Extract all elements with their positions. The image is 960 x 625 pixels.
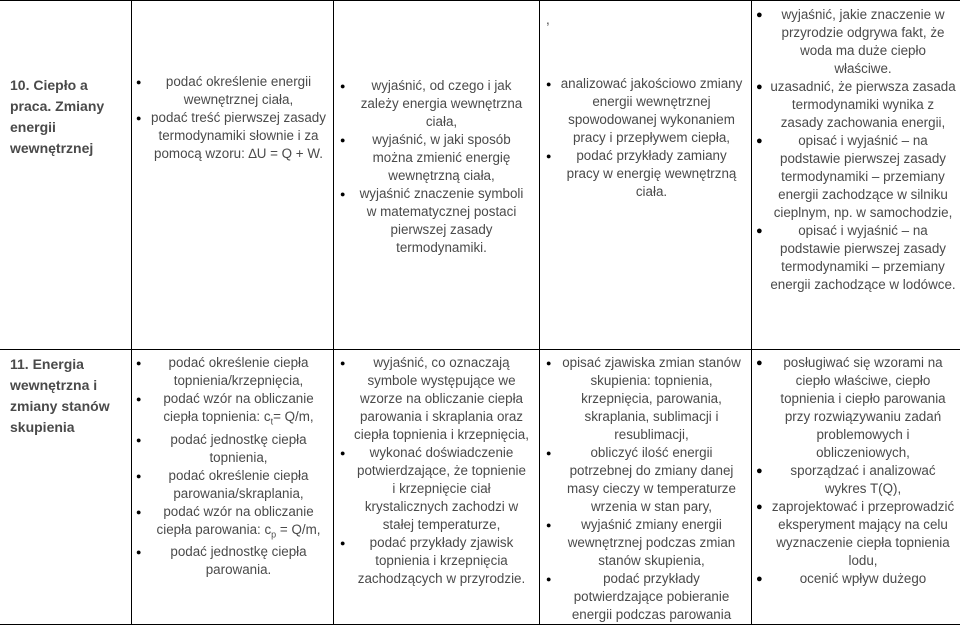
requirements-basic-cell bbox=[132, 1, 334, 350]
list-item: ● ocenić wpływ dużego bbox=[756, 570, 960, 588]
list-item: ● wykonać doświadczenie potwierdzające, że topnienie i krzepnięcie ciał krystalicznych zachodzi w stałej temperaturze, bbox=[340, 444, 539, 534]
list-item: ● opisać zjawiska zmian stanów skupienia: topnienia, krzepnięcia, parowania, skraplania, sublimacji i resublimacji, bbox=[546, 354, 751, 444]
list-item: ● obliczyć ilość energii potrzebnej do zmiany danej masy cieczy w temperaturze wrzenia w stan pary, bbox=[546, 444, 751, 516]
formula-ct: $c_t= Q/m$, bbox=[264, 409, 314, 424]
requirements-advanced-cell bbox=[540, 350, 752, 625]
requirements-advanced-cell bbox=[540, 1, 752, 350]
list-item: ● wyjaśnić, w jaki sposób można zmienić energię wewnętrzną ciała, bbox=[340, 131, 539, 185]
topic-title: 10. Ciepło a praca. Zmiany energii wewnętrznej bbox=[10, 77, 104, 156]
requirements-highest-cell bbox=[752, 1, 960, 350]
topic-title: 11. Energia wewnętrzna i zmiany stanów skupienia bbox=[10, 356, 110, 435]
list-item: ● zaprojektować i przeprowadzić eksperyment mający na celu wyznaczenie ciepła topnienia lodu, bbox=[756, 498, 960, 570]
list-item: ● podać przykłady potwierdzające pobieranie energii podczas parowania bbox=[546, 570, 751, 624]
list-item: ● analizować jakościowo zmiany energii wewnętrznej spowodowanej wykonaniem pracy i przepływem ciepła, bbox=[546, 75, 751, 147]
topic-cell bbox=[0, 1, 132, 350]
list-item: ● podać wzór na obliczanie ciepła parowania: $c_p = Q/m$, bbox=[136, 503, 333, 544]
list-item: ● podać określenie ciepła parowania/skraplania, bbox=[136, 467, 333, 503]
list-item: ● posługiwać się wzorami na ciepło właściwe, ciepło topnienia i ciepło parowania przy rozwiązywaniu zadań problemowych i obliczeniowych, bbox=[756, 354, 960, 462]
formula-cp: $c_p = Q/m$, bbox=[264, 522, 320, 537]
list-item: ● wyjaśnić, jakie znaczenie w przyrodzie odgrywa fakt, że woda ma duże ciepło właściwe. bbox=[756, 6, 960, 78]
stray-comma: , bbox=[540, 11, 751, 33]
list-item: ● wyjaśnić, od czego i jak zależy energia wewnętrzna ciała, bbox=[340, 77, 539, 131]
list-item: ● podać treść pierwszej zasady termodynamiki słownie i za pomocą wzoru: ∆U = Q + W. bbox=[136, 109, 333, 163]
requirements-basic-cell bbox=[132, 350, 334, 625]
list-item: ● podać przykłady zjawisk topnienia i krzepnięcia zachodzących w przyrodzie. bbox=[340, 534, 539, 588]
list-item: ● opisać i wyjaśnić – na podstawie pierwszej zasady termodynamiki – przemiany energii zachodzące w lodówce. bbox=[756, 222, 960, 294]
list-item: ● podać jednostkę ciepła topnienia, bbox=[136, 431, 333, 467]
list-item: ● podać wzór na obliczanie ciepła topnienia: $c_t= Q/m$, bbox=[136, 390, 333, 431]
list-item: ● podać jednostkę ciepła parowania. bbox=[136, 543, 333, 579]
requirements-extended-cell bbox=[334, 1, 540, 350]
list-item: ● wyjaśnić zmiany energii wewnętrznej podczas zmian stanów skupienia, bbox=[546, 516, 751, 570]
requirements-extended-cell bbox=[334, 350, 540, 625]
table-row bbox=[0, 350, 960, 625]
list-item: ● podać określenie ciepła topnienia/krzepnięcia, bbox=[136, 354, 333, 390]
list-item: ● sporządzać i analizować wykres T(Q), bbox=[756, 462, 960, 498]
list-item: ● podać określenie energii wewnętrznej ciała, bbox=[136, 73, 333, 109]
list-item: ● opisać i wyjaśnić – na podstawie pierwszej zasady termodynamiki – przemiany energii zachodzące w silniku cieplnym, np. w samochodzie, bbox=[756, 132, 960, 222]
list-item: ● podać przykłady zamiany pracy w energię wewnętrzną ciała. bbox=[546, 147, 751, 201]
list-item: ● wyjaśnić, co oznaczają symbole występujące we wzorze na obliczanie ciepła parowania i skraplania oraz ciepła topnienia i krzepnięcia, bbox=[340, 354, 539, 444]
list-item: ● uzasadnić, że pierwsza zasada termodynamiki wynika z zasady zachowania energii, bbox=[756, 78, 960, 132]
requirements-highest-cell bbox=[752, 350, 960, 625]
formula-delta-u: ∆U = Q + W. bbox=[249, 146, 323, 161]
table-row bbox=[0, 1, 960, 350]
topic-cell bbox=[0, 350, 132, 625]
list-item: ● wyjaśnić znaczenie symboli w matematycznej postaci pierwszej zasady termodynamiki. bbox=[340, 185, 539, 257]
